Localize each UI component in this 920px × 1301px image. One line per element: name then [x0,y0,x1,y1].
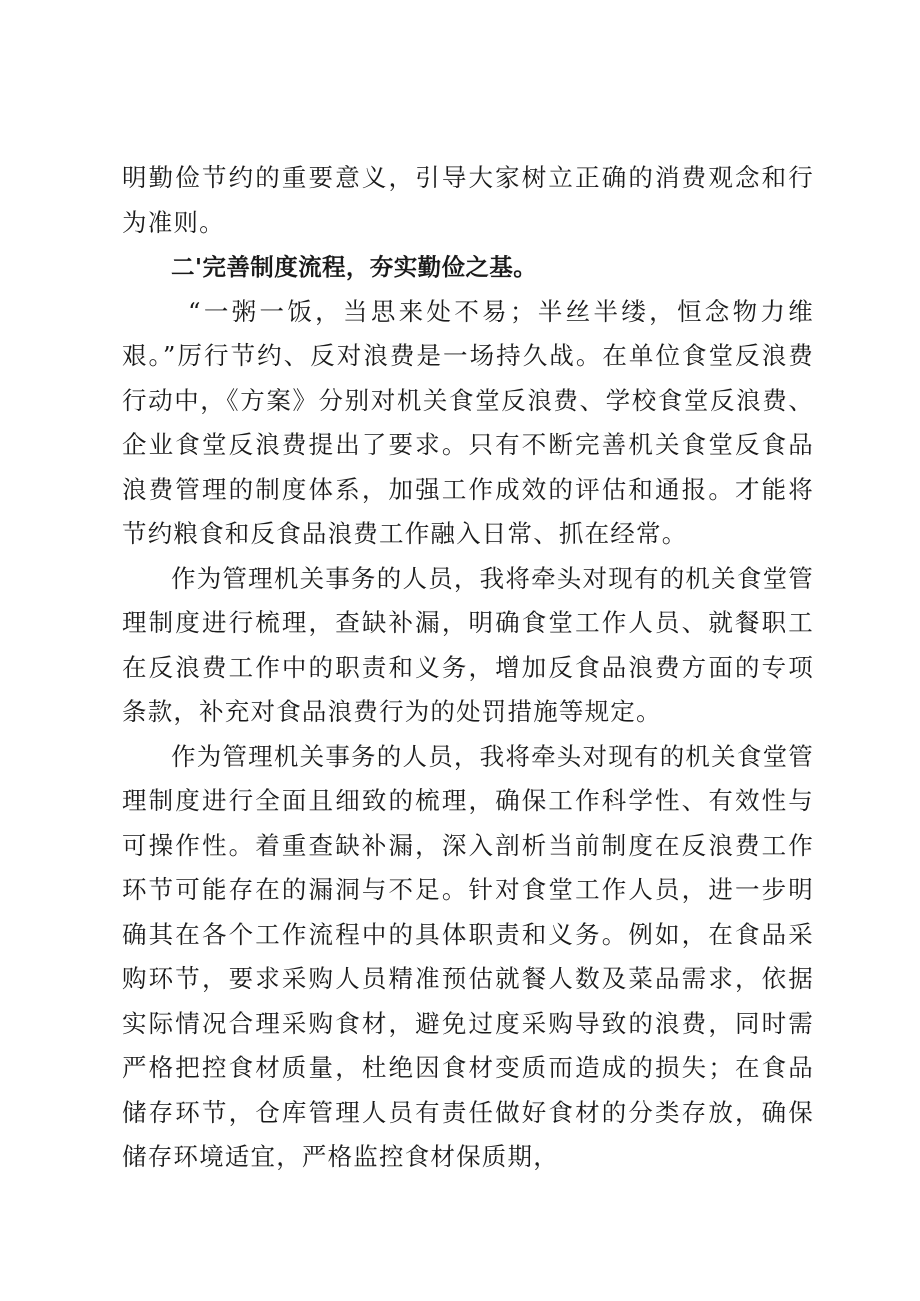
quote-paragraph: “一粥一饭，当思来处不易；半丝半缕，恒念物力维艰。”厉行节约、反对浪费是一场持久战。在单位食堂反浪费行动中，《方案》分别对机关食堂反浪费、学校食堂反浪费、企业食堂反浪费提出了要求。只有不断完善机关食堂反食品浪费管理的制度体系，加强工作成效的评估和通报。才能将节约粮食和反食品浪费工作融入日常、抓在经常。 [122,296,814,548]
body-paragraph-1: 作为管理机关事务的人员，我将牵头对现有的机关食堂管理制度进行梳理，查缺补漏，明确食堂工作人员、就餐职工在反浪费工作中的职责和义务，增加反食品浪费方面的专项条款，补充对食品浪费行为的处罚措施等规定。 [122,563,814,726]
body-paragraph-2: 作为管理机关事务的人员，我将牵头对现有的机关食堂管理制度进行全面且细致的梳理，确保工作科学性、有效性与可操作性。着重查缺补漏，深入剖析当前制度在反浪费工作环节可能存在的漏洞与不足。针对食堂工作人员，进一步明确其在各个工作流程中的具体职责和义务。例如，在食品采购环节，要求采购人员精准预估就餐人数及菜品需求，依据实际情况合理采购食材，避免过度采购导致的浪费，同时需严格把控食材质量，杜绝因食材变质而造成的损失；在食品储存环节，仓库管理人员有责任做好食材的分类存放，确保储存环境适宜，严格监控食材保质期， [122,741,814,1171]
document-page [122,156,814,1180]
section-heading: 二'完善制度流程，夯实勤俭之基。 [171,253,538,281]
continuation-paragraph: 明勤俭节约的重要意义，引导大家树立正确的消费观念和行为准则。 [122,163,814,237]
